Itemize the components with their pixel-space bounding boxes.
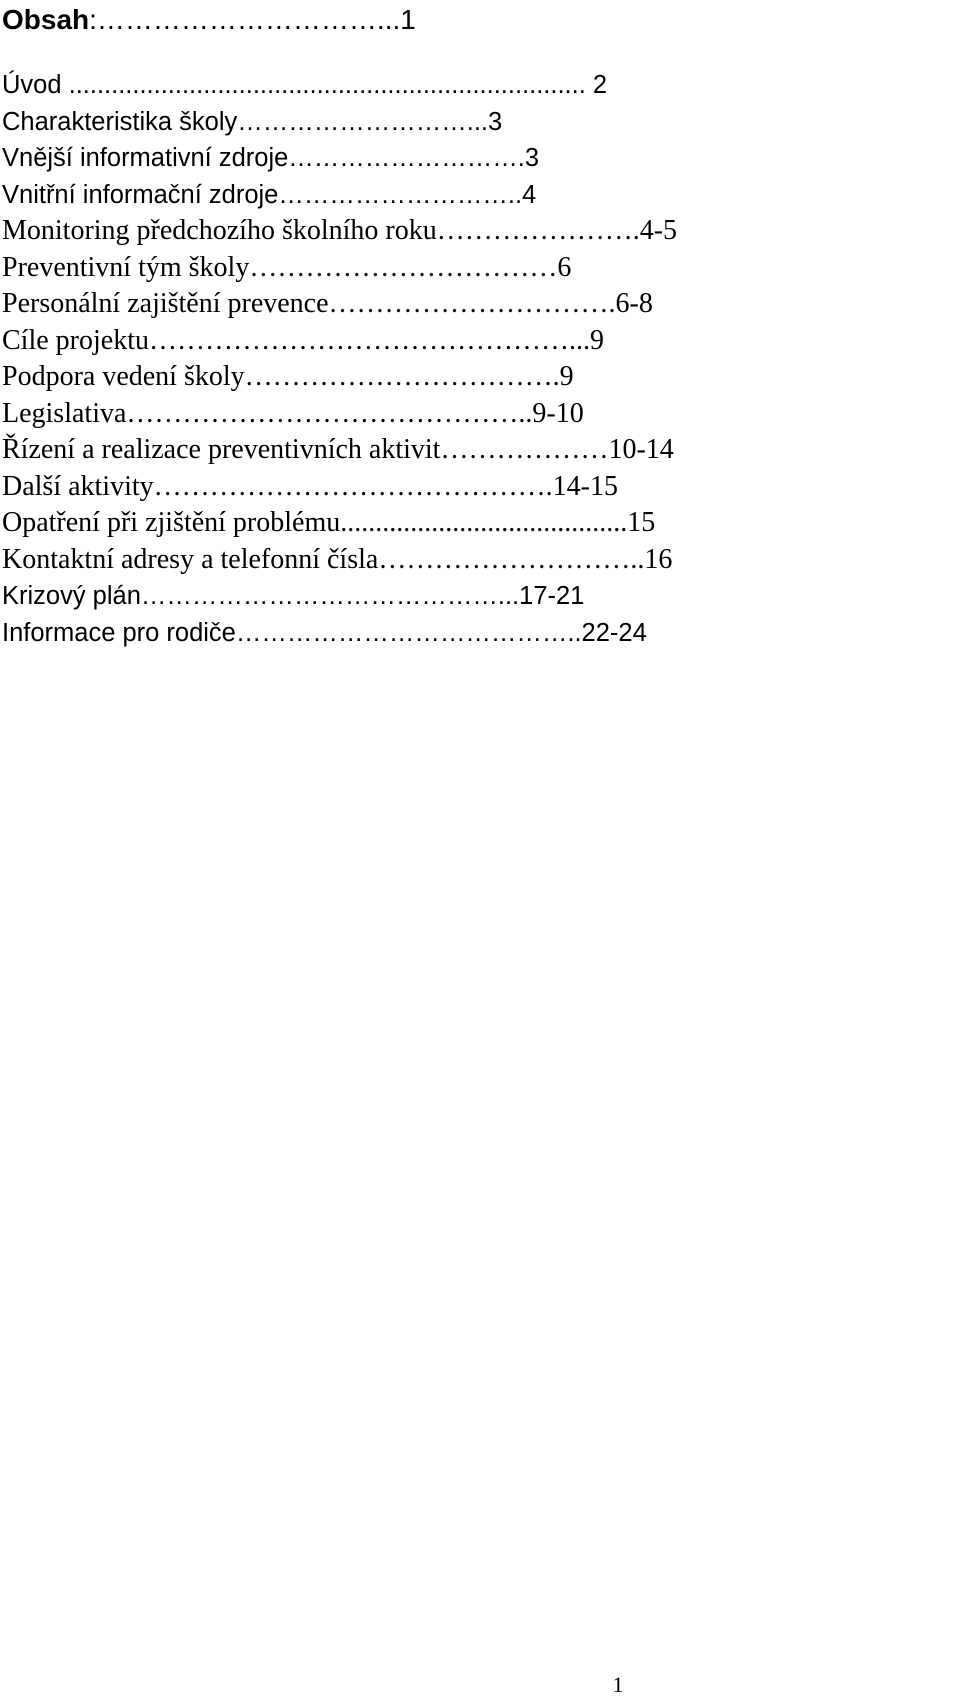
toc-entry-kontaktni-adresy: Kontaktní adresy a telefonní čísla………………………..16: [2, 543, 673, 575]
toc-entry-dalsi-aktivity: Další aktivity…………………………………….14-15: [2, 470, 618, 502]
toc-title: [2, 2, 416, 38]
toc-entry-cile-projektu: Cíle projektu………………………………………...9: [2, 324, 604, 356]
toc-entry-rizeni-realizace: Řízení a realizace preventivních aktivit………………10-14: [2, 434, 674, 465]
toc-list: [2, 67, 677, 651]
toc-entry-vnejsi-zdroje: Vnější informativní zdroje……………………….3: [2, 144, 540, 172]
toc-entry-charakteristika-skoly: Charakteristika školy………………………...3: [2, 107, 503, 136]
toc-entry-uvod: Úvod ......................................................................... 2: [2, 71, 608, 99]
page-number: 1: [612, 1672, 624, 1697]
toc-entry-vnitrni-zdroje: Vnitřní informační zdroje………………………..4: [2, 180, 537, 209]
toc-entry-preventivni-tym: Preventivní tým školy……………………………6: [2, 251, 572, 283]
toc-entry-informace-rodice: Informace pro rodiče…………………………………..22-24: [2, 618, 647, 647]
toc-entry-monitoring: Monitoring předchozího školního roku………………….4-5: [2, 215, 678, 246]
toc-entry-personalni-zajisteni: Personální zajištění prevence………………………….6-8: [2, 288, 653, 319]
toc-entry-opatreni: Opatření při zjištění problému.........................................15: [2, 507, 656, 538]
toc-entry-krizovy-plan: Krizový plán……………………………………...17-21: [2, 582, 585, 610]
page-number-footer: [0, 1672, 960, 1698]
toc-title-leader: :…………………………...1: [89, 4, 416, 35]
toc-entry-legislativa: Legislativa……………………………………..9-10: [2, 397, 584, 429]
toc-title-heading: Obsah: [2, 4, 90, 35]
toc-entry-podpora-vedeni: Podpora vedení školy…………………………….9: [2, 361, 574, 392]
